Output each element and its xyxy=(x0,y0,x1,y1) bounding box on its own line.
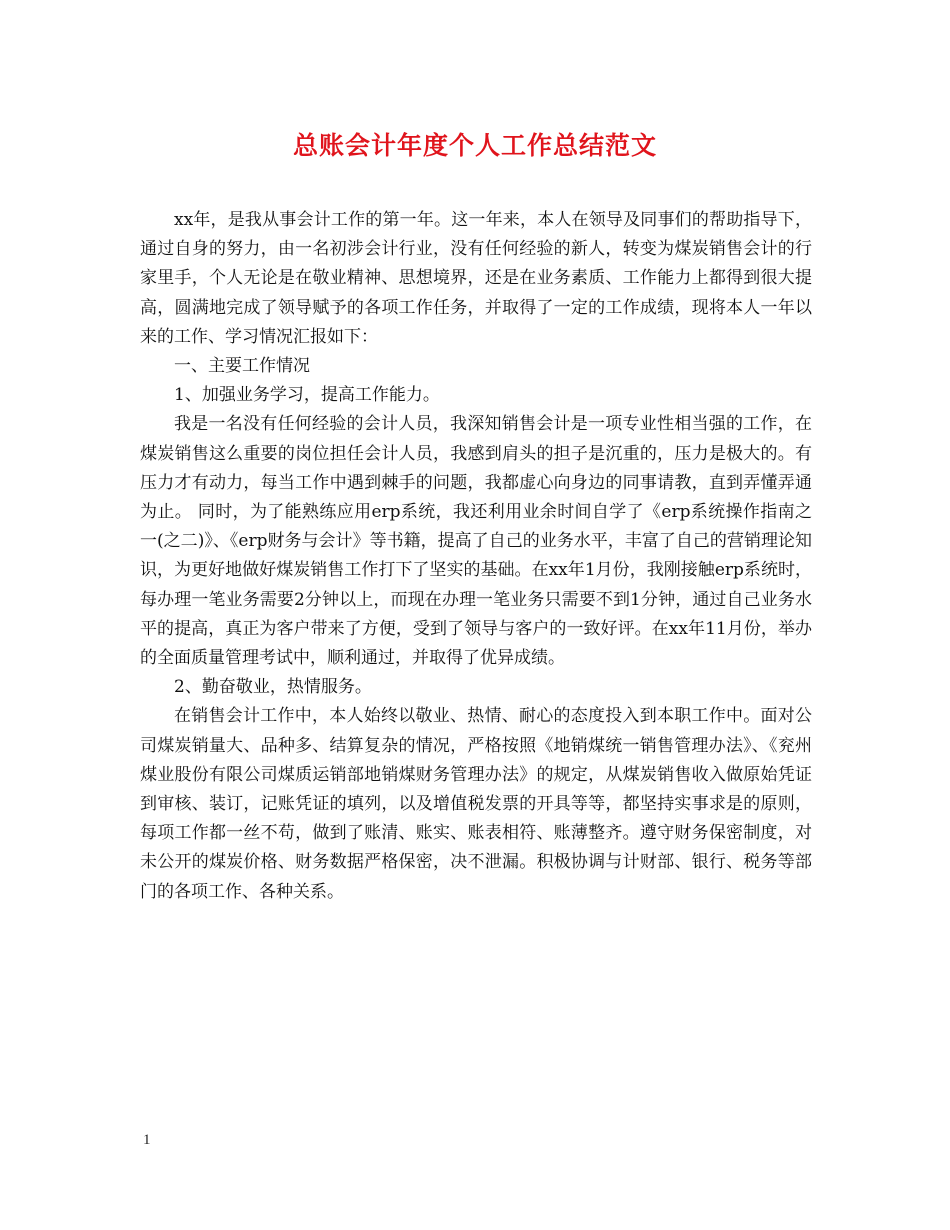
page-number: 1 xyxy=(143,1132,151,1148)
subheading-study: 1、加强业务学习，提高工作能力。 xyxy=(174,385,440,406)
document-title: 总账会计年度个人工作总结范文 xyxy=(292,131,657,160)
paragraph-intro: xx年，是我从事会计工作的第一年。这一年来，本人在领导及同事们的帮助指导下，通过自身的努力，由一名初涉会计行业，没有任何经验的新人，转变为煤炭销售会计的行家里手，个人无论是在敬业精神、思想境界，还是在业务素质、工作能力上都得到很大提高，圆满地完成了领导赋予的各项工作任务，并取得了一定的工作成绩，现将本人一年以来的工作、学习情况汇报如下： xyxy=(140,210,812,347)
document-body xyxy=(140,206,812,907)
paragraph-service: 在销售会计工作中，本人始终以敬业、热情、耐心的态度投入到本职工作中。面对公司煤炭销量大、品种多、结算复杂的情况，严格按照《地销煤统一销售管理办法》、《兖州煤业股份有限公司煤质运销部地销煤财务管理办法》的规定，从煤炭销售收入做原始凭证到审核、装订，记账凭证的填列，以及增值税发票的开具等等，都坚持实事求是的原则，每项工作都一丝不苟，做到了账清、账实、账表相符、账薄整齐。遵守财务保密制度，对未公开的煤炭价格、财务数据严格保密，决不泄漏。积极协调与计财部、银行、税务等部门的各项工作、各种关系。 xyxy=(140,706,812,902)
paragraph-study: 我是一名没有任何经验的会计人员，我深知销售会计是一项专业性相当强的工作，在煤炭销售这么重要的岗位担任会计人员，我感到肩头的担子是沉重的，压力是极大的。有压力才有动力，每当工作中遇到棘手的问题，我都虚心向身边的同事请教，直到弄懂弄通为止。 同时，为了能熟练应用erp系统，我还利用业余时间自学了《erp系统操作指南之一(之二)》、《erp财务与会计》等书籍，提高了自己的业务水平，丰富了自己的营销理论知识，为更好地做好煤炭销售工作打下了坚实的基础。在xx年1月份，我刚接触erp系统时，每办理一笔业务需要2分钟以上，而现在办理一笔业务只需要不到1分钟，通过自己业务水平的提高，真正为客户带来了方便，受到了领导与客户的一致好评。在xx年11月份，举办的全面质量管理考试中，顺利通过，并取得了优异成绩。 xyxy=(140,414,812,669)
section-heading-main-work: 一、主要工作情况 xyxy=(174,356,310,377)
subheading-service: 2、勤奋敬业，热情服务。 xyxy=(174,677,372,698)
